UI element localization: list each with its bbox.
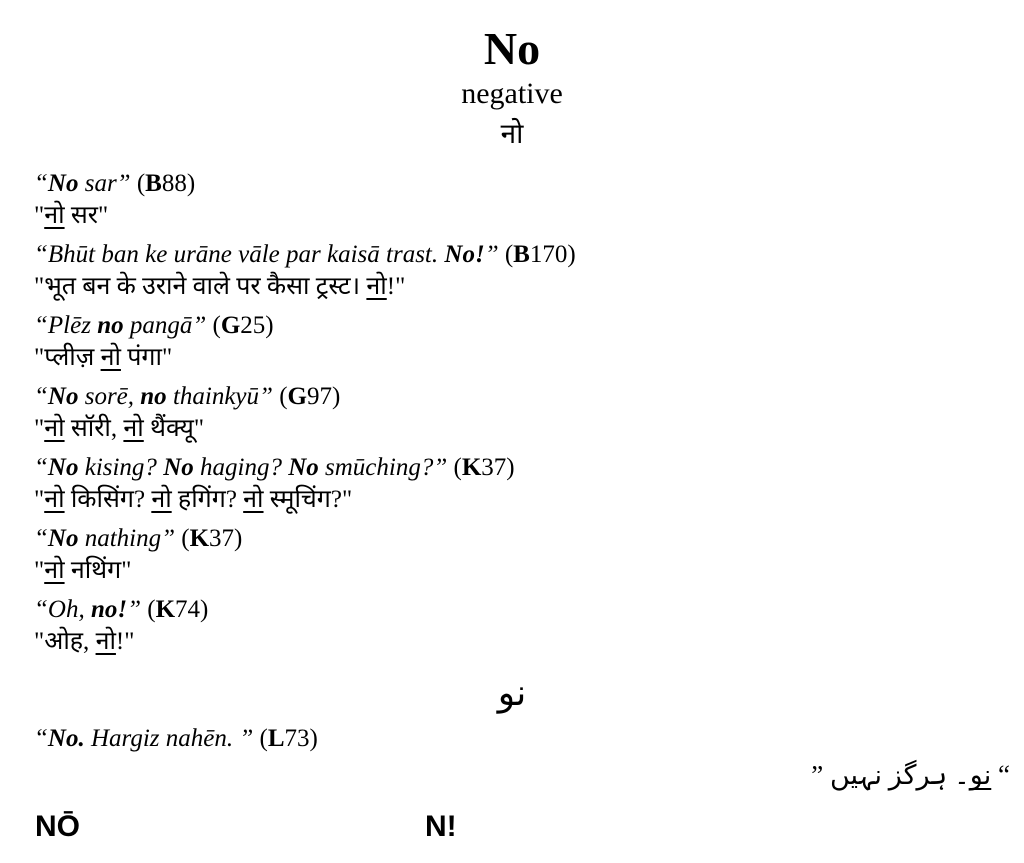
devanagari-quote-line: "भूत बन के उराने वाले पर कैसा ट्रस्ट। नो!" (34, 273, 406, 300)
entry-pair (34, 168, 1024, 233)
roman-quote-line: “No nathing” (K37) (34, 525, 243, 552)
footer-headword-right: N! (425, 810, 457, 843)
devanagari-quote-line: "नो सर" (34, 202, 109, 229)
entries-list (0, 168, 1024, 659)
devanagari-quote-line: "प्लीज़ नो पंगा" (34, 344, 173, 371)
urdu-headword: نو (497, 673, 527, 713)
roman-quote-line: “Bhūt ban ke urāne vāle par kaisā trast. No!” (B170) (34, 241, 576, 268)
headword: No (483, 23, 541, 74)
devanagari-quote-line: "नो किसिंग? नो हगिंग? नो स्मूचिंग?" (34, 486, 353, 513)
entry-pair (34, 523, 1024, 588)
footer-row (0, 810, 1024, 852)
roman-quote-line: “No sar” (B88) (34, 170, 196, 197)
roman-quote-line: “No sorē, no thainkyū” (G97) (34, 383, 341, 410)
devanagari-quote-line: "नो सॉरी, नो थैंक्यू" (34, 415, 205, 442)
entry-pair (34, 239, 1024, 304)
entry-pair (34, 381, 1024, 446)
entry-header (0, 0, 1024, 156)
devanagari-quote-line: "नो नथिंग" (34, 557, 132, 584)
devanagari-quote-line: "ओह, नो!" (34, 628, 135, 655)
roman-quote-line: “Oh, no!” (K74) (34, 596, 209, 623)
roman-quote-line-final: “No. Hargiz nahēn. ” (L73) (34, 725, 318, 752)
gloss-label: negative (461, 77, 563, 110)
footer-headword-left: NŌ (35, 810, 80, 843)
headword-devanagari: नो (500, 119, 524, 150)
roman-quote-line: “No kising? No haging? No smūching?” (K37) (34, 454, 515, 481)
entry-pair (34, 452, 1024, 517)
urdu-quote-line: “ نو۔ ہرگز نہیں ” (811, 760, 1010, 790)
entry-pair (34, 310, 1024, 375)
entry-pair (34, 594, 1024, 659)
roman-quote-line: “Plēz no pangā” (G25) (34, 312, 274, 339)
